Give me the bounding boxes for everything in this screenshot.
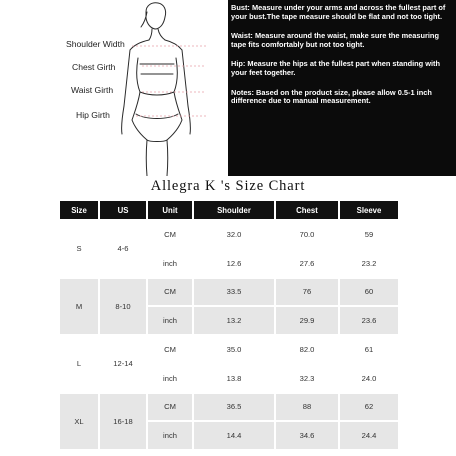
shoulder-cell: 13.8: [194, 365, 274, 392]
chest-cell: 70.0: [276, 221, 338, 248]
us-size-cell: 16-18: [100, 394, 146, 450]
sleeve-cell: 23.6: [340, 307, 398, 334]
header-chest: Chest: [276, 201, 338, 219]
us-size-cell: 12-14: [100, 336, 146, 392]
us-size-cell: 8-10: [100, 279, 146, 335]
unit-cell: CM: [148, 336, 192, 363]
size-cell: S: [60, 221, 98, 277]
table-row: [60, 336, 398, 363]
sleeve-cell: 61: [340, 336, 398, 363]
manual-measurement-note: Notes: Based on the product size, please allow 0.5-1 inch difference due to manual measurement.: [231, 87, 432, 106]
size-cell: M: [60, 279, 98, 335]
size-chart-title: Allegra K 's Size Chart: [150, 178, 306, 194]
chest-girth-label: Chest Girth: [72, 62, 116, 72]
chest-cell: 76: [276, 279, 338, 306]
unit-cell: CM: [148, 221, 192, 248]
unit-cell: inch: [148, 307, 192, 334]
sleeve-cell: 24.0: [340, 365, 398, 392]
chest-cell: 32.3: [276, 365, 338, 392]
size-cell: L: [60, 336, 98, 392]
table-row: [60, 279, 398, 306]
unit-cell: inch: [148, 365, 192, 392]
shoulder-cell: 35.0: [194, 336, 274, 363]
waist-note: Waist: Measure around the waist, make sure the measuring tape fits comfortably but not too tight.: [231, 31, 439, 49]
header-sleeve: Sleeve: [340, 201, 398, 219]
size-cell: XL: [60, 394, 98, 450]
hip-note: Hip: Measure the hips at the fullest part when standing with your feet together.: [231, 59, 441, 77]
unit-cell: inch: [148, 250, 192, 277]
chest-cell: 27.6: [276, 250, 338, 277]
measurement-notes-panel: [228, 0, 456, 176]
table-row: [60, 394, 398, 421]
sleeve-cell: 59: [340, 221, 398, 248]
bust-note: Bust: Measure under your arms and across the fullest part of your bust.The tape measure should be flat and not too tight.: [231, 3, 446, 21]
body-outline-illustration: [0, 0, 228, 176]
shoulder-cell: 12.6: [194, 250, 274, 277]
chest-cell: 88: [276, 394, 338, 421]
size-table: [58, 199, 400, 451]
waist-girth-label: Waist Girth: [71, 85, 114, 95]
shoulder-cell: 13.2: [194, 307, 274, 334]
chest-cell: 82.0: [276, 336, 338, 363]
unit-cell: CM: [148, 279, 192, 306]
header-shoulder: Shoulder: [194, 201, 274, 219]
measurement-figure: [0, 0, 228, 176]
chest-cell: 29.9: [276, 307, 338, 334]
shoulder-cell: 33.5: [194, 279, 274, 306]
sleeve-cell: 62: [340, 394, 398, 421]
header-unit: Unit: [148, 201, 192, 219]
header-size: Size: [60, 201, 98, 219]
unit-cell: inch: [148, 422, 192, 449]
table-row: [60, 221, 398, 248]
shoulder-cell: 14.4: [194, 422, 274, 449]
sleeve-cell: 24.4: [340, 422, 398, 449]
unit-cell: CM: [148, 394, 192, 421]
shoulder-cell: 32.0: [194, 221, 274, 248]
sleeve-cell: 60: [340, 279, 398, 306]
header-us: US: [100, 201, 146, 219]
sleeve-cell: 23.2: [340, 250, 398, 277]
hip-girth-label: Hip Girth: [76, 110, 110, 120]
chest-cell: 34.6: [276, 422, 338, 449]
us-size-cell: 4-6: [100, 221, 146, 277]
table-header-row: [60, 201, 398, 219]
shoulder-cell: 36.5: [194, 394, 274, 421]
shoulder-width-label: Shoulder Width: [66, 39, 125, 49]
